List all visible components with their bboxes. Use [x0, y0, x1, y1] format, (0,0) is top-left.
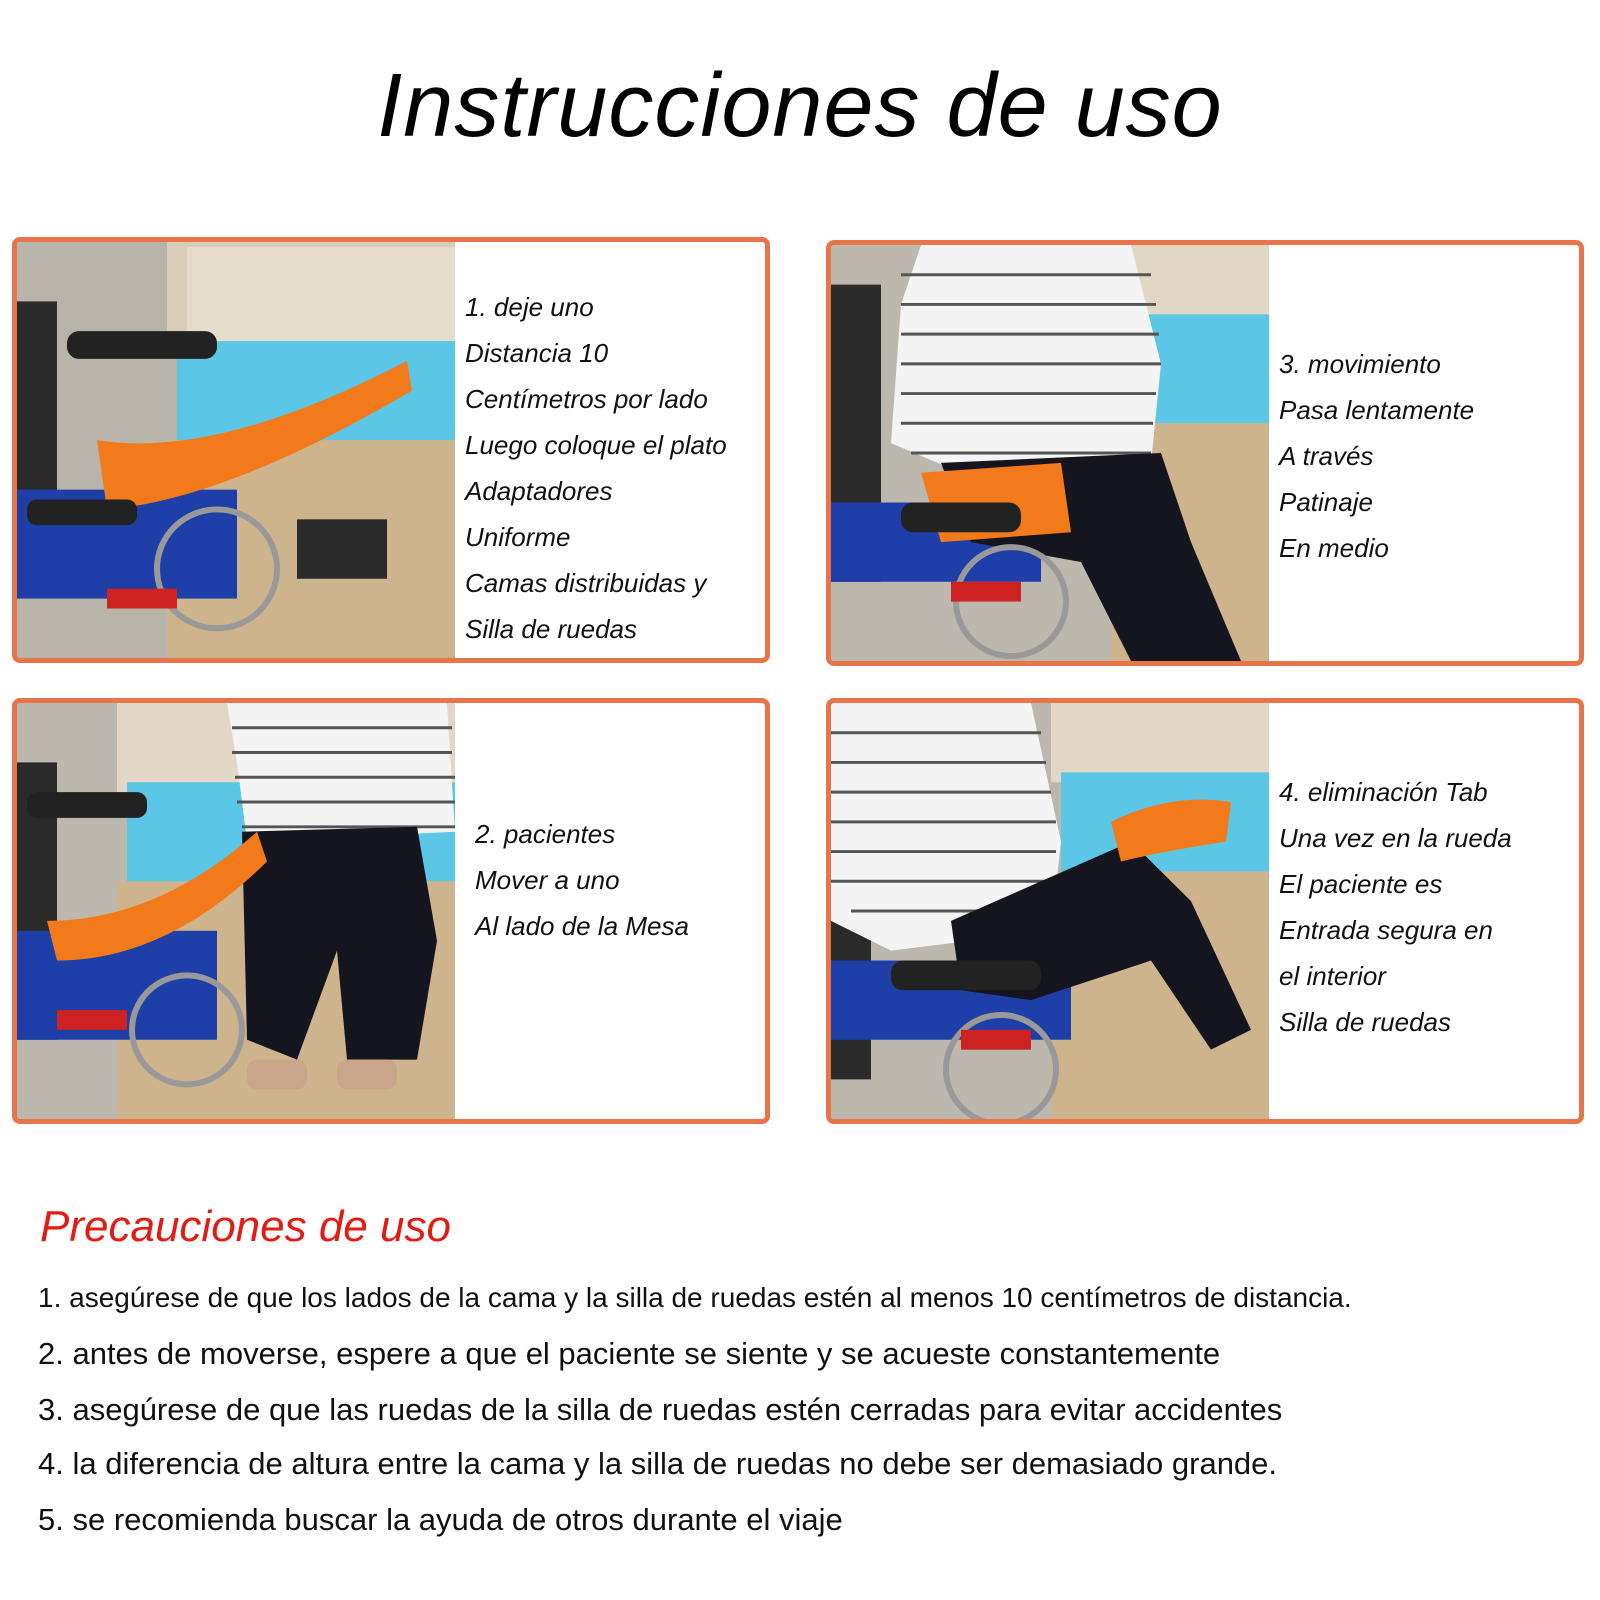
precaution-item: 4. la diferencia de altura entre la cama y la silla de ruedas no debe ser demasiado grande. [38, 1446, 1278, 1481]
step-line: A través [1279, 441, 1374, 471]
step-card-2 [12, 698, 770, 1124]
patient-seated-in-wheelchair-photo [831, 703, 1269, 1119]
patient-sliding-across-board-photo [831, 245, 1269, 661]
step-line: Patinaje [1279, 487, 1373, 517]
precaution-item: 1. asegúrese de que los lados de la cama y la silla de ruedas estén al menos 10 centímetros de distancia. [38, 1282, 1352, 1313]
page-title: Instrucciones de uso [377, 56, 1223, 156]
step-line: 3. movimiento [1279, 349, 1441, 379]
step-line: Centímetros por lado [465, 384, 708, 414]
step-line: Adaptadores [465, 476, 613, 506]
step-line: Silla de ruedas [1279, 1007, 1451, 1037]
step-line: 2. pacientes [475, 819, 616, 849]
step-line: Una vez en la rueda [1279, 823, 1512, 853]
step-line: El paciente es [1279, 869, 1443, 899]
step-line: En medio [1279, 533, 1389, 563]
step-line: Al lado de la Mesa [475, 911, 689, 941]
step-line: Camas distribuidas y [465, 568, 707, 598]
step-card-1 [12, 237, 770, 663]
precaution-item: 2. antes de moverse, espere a que el paciente se siente y se acueste constantemente [38, 1336, 1221, 1371]
step-text-1 [465, 284, 759, 652]
step-line: Pasa lentamente [1279, 395, 1475, 425]
step-line: Entrada segura en [1279, 915, 1493, 945]
patient-moving-to-board-photo [17, 703, 455, 1119]
step-line: Luego coloque el plato [465, 430, 727, 460]
step-line: 1. deje uno [465, 292, 594, 322]
transfer-board-on-wheelchair-photo [17, 242, 455, 658]
step-text-4 [1279, 769, 1573, 1045]
precaution-item: 3. asegúrese de que las ruedas de la silla de ruedas estén cerradas para evitar accidentes [38, 1392, 1283, 1427]
step-card-4 [826, 698, 1584, 1124]
step-text-3 [1279, 341, 1573, 571]
step-card-3 [826, 240, 1584, 666]
step-line: Distancia 10 [465, 338, 609, 368]
step-text-2 [475, 811, 759, 949]
step-line: Uniforme [465, 522, 571, 552]
step-line: Silla de ruedas [465, 614, 637, 644]
step-line: el interior [1279, 961, 1386, 991]
precaution-item: 5. se recomienda buscar la ayuda de otros durante el viaje [38, 1502, 843, 1537]
step-line: 4. eliminación Tab [1279, 777, 1488, 807]
precautions-title: Precauciones de uso [40, 1202, 451, 1251]
step-line: Mover a uno [475, 865, 620, 895]
